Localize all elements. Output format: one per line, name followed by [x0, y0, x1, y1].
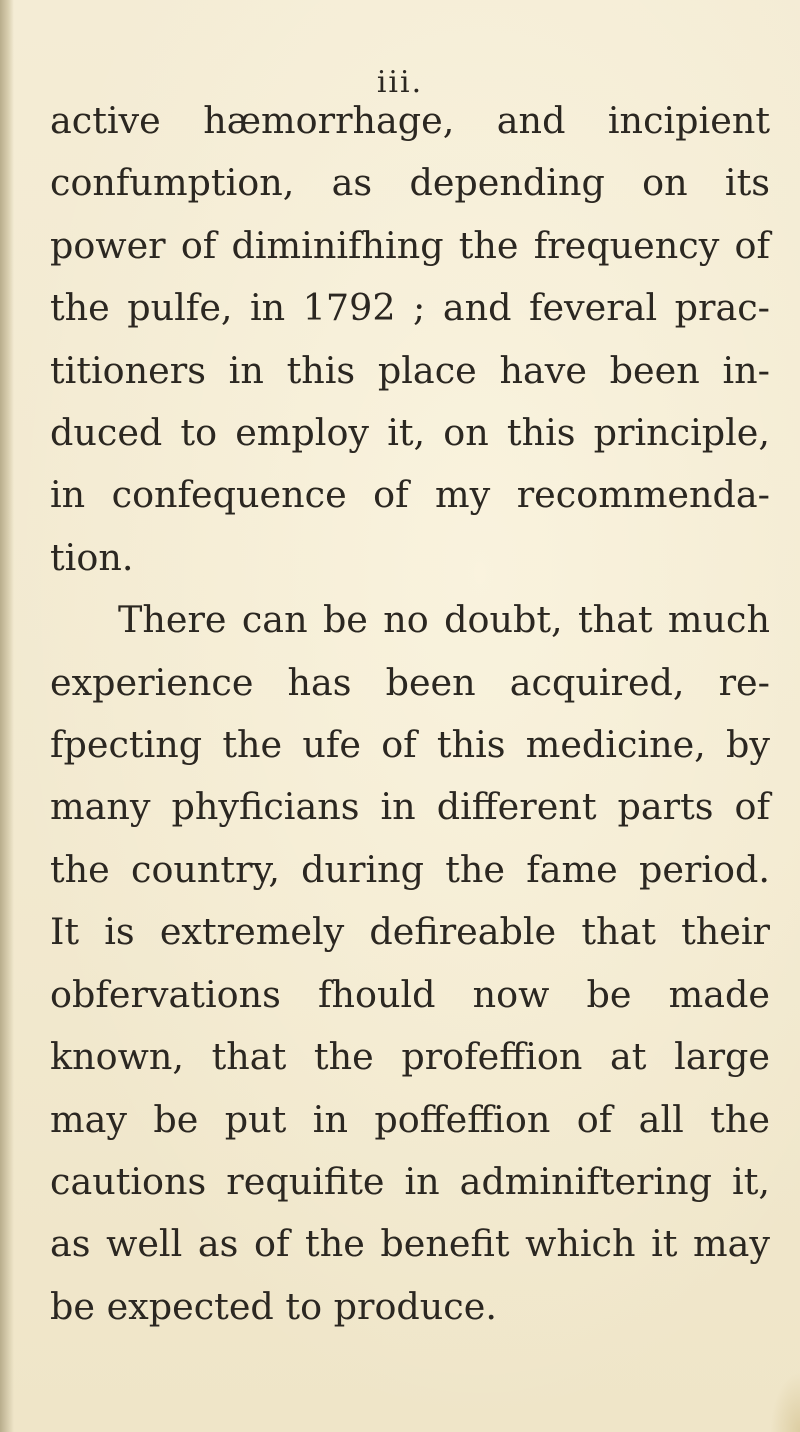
text-line: fpecting the ufe of this medicine, by [50, 723, 770, 767]
text-line: known, that the profeffion at large [50, 1035, 770, 1079]
page-number: iii. [376, 65, 424, 100]
page-gutter-shadow [0, 0, 14, 1432]
text-line: It is extremely defireable that their [50, 910, 770, 954]
paper-stain [770, 1372, 800, 1432]
text-line: tion. [50, 535, 134, 579]
body-text [50, 90, 770, 1338]
text-line: There can be no doubt, that much [118, 598, 770, 642]
text-line: many phyficians in different parts of [50, 785, 770, 829]
text-line: cautions requifite in adminiftering it, [50, 1159, 770, 1203]
text-line: as well as of the benefit which it may [50, 1222, 770, 1266]
text-line: power of diminifhing the frequency of [50, 223, 770, 267]
text-line: in confequence of my recommenda- [50, 473, 770, 517]
text-line: the country, during the fame period. [50, 847, 770, 891]
text-line: duced to employ it, on this principle, [50, 411, 770, 455]
text-line: titioners in this place have been in- [50, 348, 770, 392]
text-line: may be put in poffeffion of all the [50, 1097, 770, 1141]
text-line: obfervations fhould now be made [50, 972, 770, 1016]
text-line: confumption, as depending on its [50, 161, 770, 205]
text-line: the pulfe, in 1792 ; and feveral prac- [50, 286, 770, 330]
text-line: active hæmorrhage, and incipient [50, 99, 770, 142]
text-line: be expected to produce. [50, 1284, 497, 1328]
text-line: experience has been acquired, re- [50, 660, 770, 704]
